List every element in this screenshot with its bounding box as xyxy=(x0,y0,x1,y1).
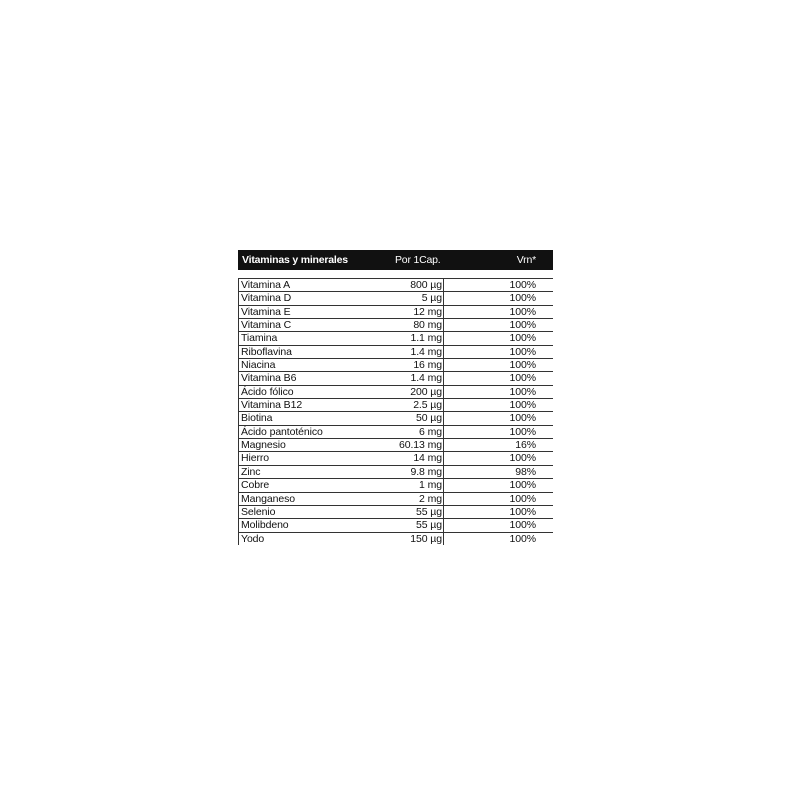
table-row xyxy=(238,386,553,399)
table-row xyxy=(238,439,553,452)
nutrient-name: Molibdeno xyxy=(241,519,289,532)
table-row xyxy=(238,506,553,519)
nutrient-name: Selenio xyxy=(241,505,276,518)
nutrient-dose: 60.13 mg xyxy=(399,439,442,452)
nutrient-name: Vitamina D xyxy=(241,292,292,305)
table-row xyxy=(238,372,553,385)
nutrient-name: Ácido pantoténico xyxy=(241,425,323,438)
nutrient-vrn: 100% xyxy=(509,345,536,358)
table-header xyxy=(238,250,553,270)
nutrient-dose: 55 µg xyxy=(416,519,442,532)
nutrient-vrn: 100% xyxy=(509,332,536,345)
nutrient-name: Vitamina C xyxy=(241,319,292,332)
table-row xyxy=(238,359,553,372)
nutrient-vrn: 100% xyxy=(509,292,536,305)
nutrient-name: Ácido fólico xyxy=(241,385,294,398)
table-row xyxy=(238,426,553,439)
table-row xyxy=(238,519,553,532)
nutrient-dose: 6 mg xyxy=(419,425,442,438)
table-row xyxy=(238,399,553,412)
nutrient-dose: 12 mg xyxy=(413,305,442,318)
nutrient-dose: 1 mg xyxy=(419,479,442,492)
table-row xyxy=(238,319,553,332)
nutrient-name: Niacina xyxy=(241,359,276,372)
nutrient-vrn: 100% xyxy=(509,359,536,372)
nutrient-name: Manganeso xyxy=(241,492,295,505)
nutrient-vrn: 100% xyxy=(509,412,536,425)
nutrient-name: Vitamina E xyxy=(241,305,291,318)
table-row xyxy=(238,306,553,319)
nutrient-name: Vitamina A xyxy=(241,279,291,291)
nutrient-vrn: 16% xyxy=(515,439,536,452)
nutrient-dose: 14 mg xyxy=(413,452,442,465)
table-row xyxy=(238,279,553,292)
nutrient-vrn: 100% xyxy=(509,425,536,438)
nutrient-name: Biotina xyxy=(241,412,273,425)
nutrient-dose: 5 µg xyxy=(421,292,442,305)
nutrient-dose: 2.5 µg xyxy=(413,399,442,412)
nutrient-dose: 80 mg xyxy=(413,319,442,332)
nutrient-dose: 9.8 mg xyxy=(410,465,442,478)
nutrient-vrn: 100% xyxy=(509,452,536,465)
nutrient-dose: 1.4 mg xyxy=(410,372,442,385)
nutrient-vrn: 100% xyxy=(509,372,536,385)
nutrient-dose: 1.4 mg xyxy=(410,345,442,358)
nutrient-name: Riboflavina xyxy=(241,345,292,358)
nutrient-vrn: 100% xyxy=(509,505,536,518)
table-row xyxy=(238,346,553,359)
table-row xyxy=(238,452,553,465)
nutrient-vrn: 100% xyxy=(509,519,536,532)
nutrient-dose: 800 µg xyxy=(410,279,442,291)
nutrient-name: Vitamina B12 xyxy=(241,399,303,412)
nutrient-dose: 1.1 mg xyxy=(410,332,442,345)
nutrient-dose: 50 µg xyxy=(416,412,442,425)
table-row xyxy=(238,479,553,492)
header-vrn: Vrn* xyxy=(516,254,536,266)
nutrient-vrn: 100% xyxy=(509,399,536,412)
nutrition-table xyxy=(238,250,553,545)
table-row xyxy=(238,292,553,305)
table-row xyxy=(238,533,553,545)
nutrient-name: Hierro xyxy=(241,452,269,465)
header-vitamins-minerals: Vitaminas y minerales xyxy=(242,254,348,266)
nutrient-vrn: 100% xyxy=(509,279,536,291)
nutrient-name: Cobre xyxy=(241,479,270,492)
table-body xyxy=(238,278,553,545)
nutrient-name: Vitamina B6 xyxy=(241,372,297,385)
nutrient-dose: 16 mg xyxy=(413,359,442,372)
header-per-capsule: Por 1Cap. xyxy=(395,254,441,266)
table-row xyxy=(238,466,553,479)
table-row xyxy=(238,332,553,345)
nutrient-dose: 200 µg xyxy=(410,385,442,398)
nutrient-name: Tiamina xyxy=(241,332,278,345)
nutrient-dose: 2 mg xyxy=(419,492,442,505)
nutrient-vrn: 100% xyxy=(509,305,536,318)
nutrient-vrn: 100% xyxy=(509,385,536,398)
nutrient-vrn: 100% xyxy=(509,492,536,505)
nutrient-name: Yodo xyxy=(241,532,265,545)
nutrient-dose: 150 µg xyxy=(410,532,442,545)
table-row xyxy=(238,412,553,425)
nutrient-vrn: 100% xyxy=(509,319,536,332)
nutrient-dose: 55 µg xyxy=(416,505,442,518)
nutrient-name: Zinc xyxy=(241,465,261,478)
nutrient-vrn: 98% xyxy=(515,465,536,478)
nutrient-name: Magnesio xyxy=(241,439,286,452)
nutrient-vrn: 100% xyxy=(509,532,536,545)
table-row xyxy=(238,493,553,506)
nutrient-vrn: 100% xyxy=(509,479,536,492)
